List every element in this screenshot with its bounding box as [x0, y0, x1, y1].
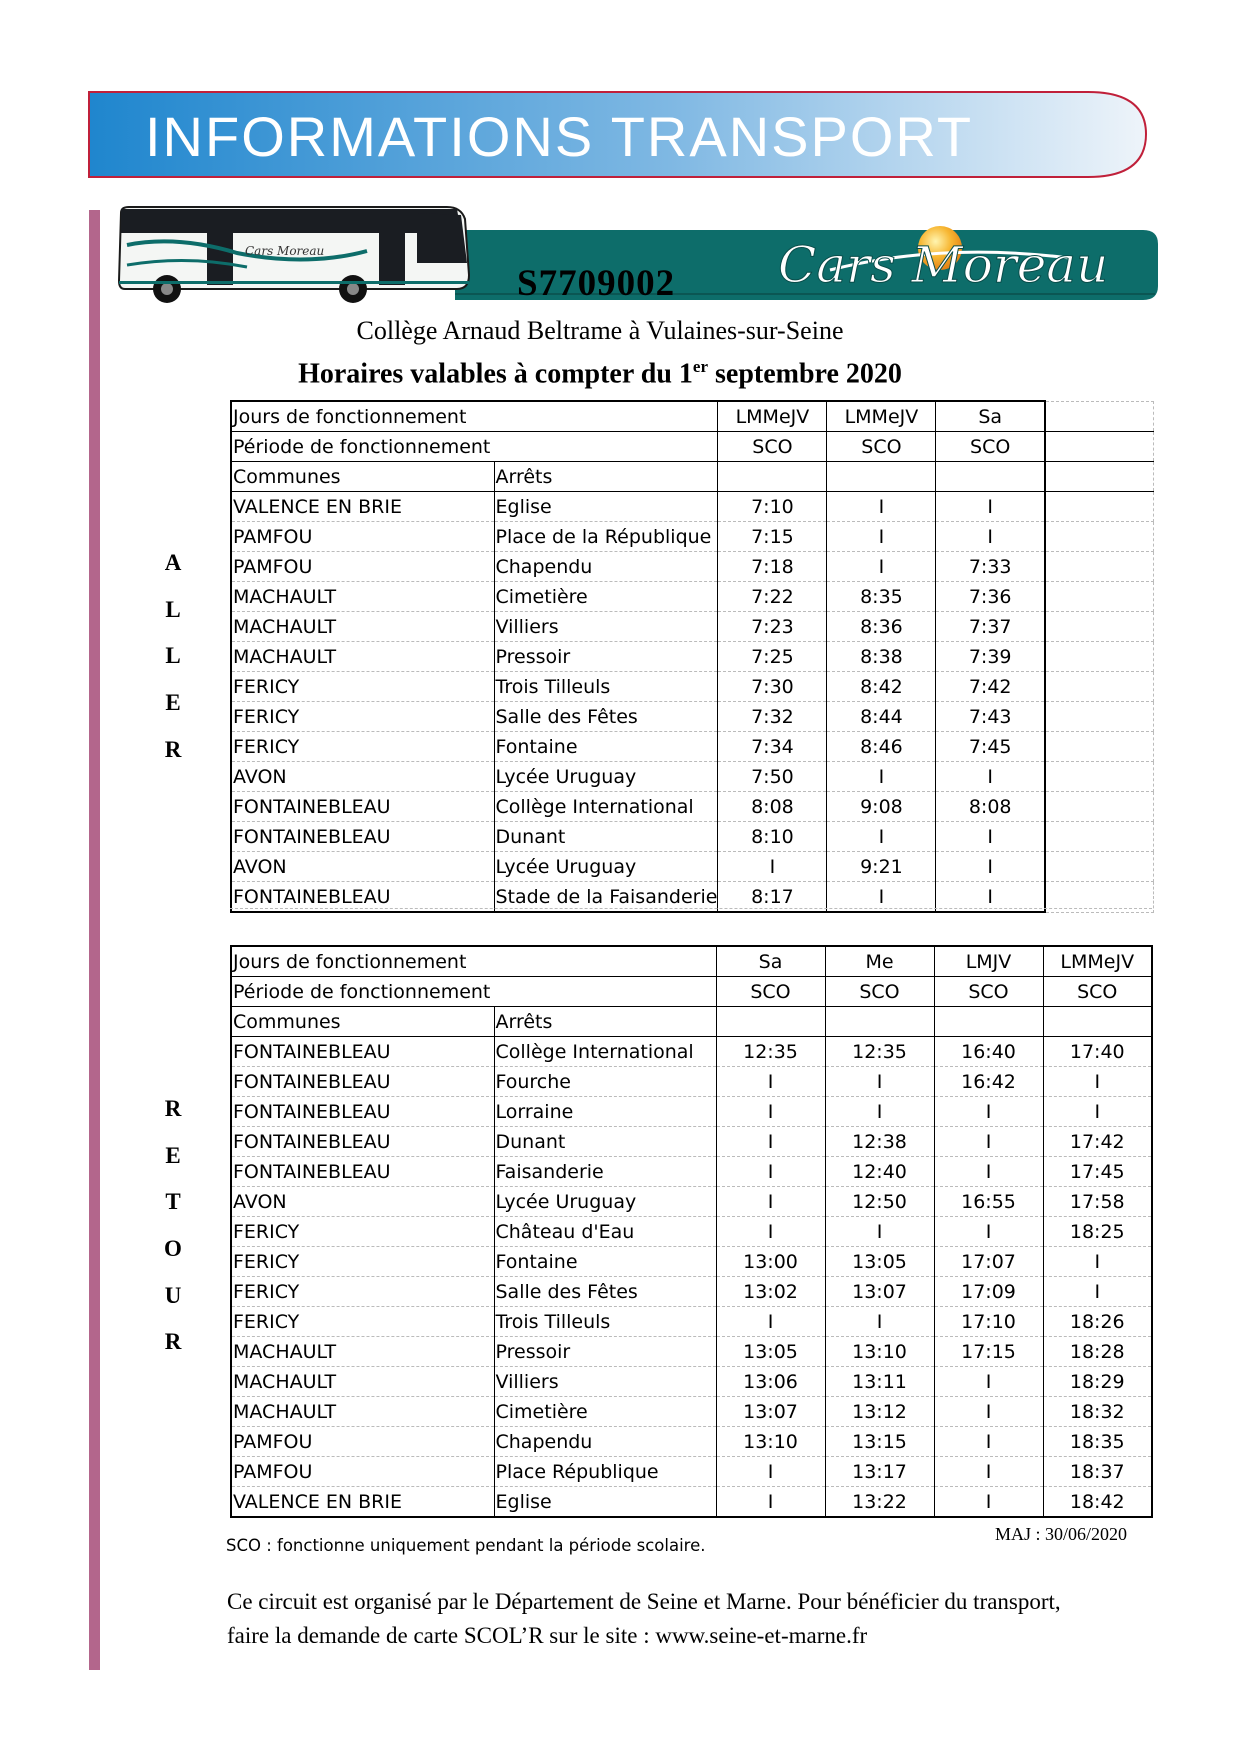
- table-row: [231, 1037, 1152, 1067]
- vertical-letter: R: [164, 736, 182, 762]
- time-cell: I: [716, 1187, 825, 1217]
- time-cell: I: [934, 1097, 1043, 1127]
- vertical-letter: A: [164, 550, 182, 575]
- commune-cell: FERICY: [231, 1307, 494, 1337]
- empty-cell: [1045, 462, 1154, 492]
- commune-cell: FERICY: [231, 702, 494, 732]
- time-cell: I: [936, 762, 1045, 792]
- periode-row: [231, 432, 1154, 462]
- vertical-letter: U: [164, 1282, 182, 1308]
- time-cell: 18:42: [1043, 1487, 1152, 1518]
- table-row: [231, 1187, 1152, 1217]
- time-cell: 7:45: [936, 732, 1045, 762]
- arret-cell: Collège International: [494, 1037, 716, 1067]
- retour-timetable: [230, 945, 1153, 1518]
- time-cell: 7:50: [718, 762, 827, 792]
- communes-header: Communes: [231, 462, 494, 492]
- table-row: [231, 582, 1154, 612]
- arret-cell: Dunant: [494, 822, 718, 852]
- time-cell: 17:58: [1043, 1187, 1152, 1217]
- time-cell: 12:50: [825, 1187, 934, 1217]
- time-cell: I: [934, 1487, 1043, 1518]
- time-cell: 12:40: [825, 1157, 934, 1187]
- commune-cell: FERICY: [231, 1247, 494, 1277]
- table-row: [231, 1397, 1152, 1427]
- time-cell: I: [716, 1127, 825, 1157]
- time-cell: 13:07: [825, 1277, 934, 1307]
- time-cell: 18:28: [1043, 1337, 1152, 1367]
- table-spacer: [230, 908, 1152, 945]
- arret-cell: Villiers: [494, 612, 718, 642]
- time-cell: 7:10: [718, 492, 827, 522]
- jours-row: [231, 946, 1152, 977]
- periode-value: SCO: [718, 432, 827, 462]
- table-row: [231, 1127, 1152, 1157]
- arret-cell: Stade de la Faisanderie: [494, 882, 718, 913]
- empty-cell: [1045, 702, 1154, 732]
- empty-cell: [1045, 762, 1154, 792]
- periode-value: SCO: [716, 977, 825, 1007]
- vertical-letter: L: [165, 596, 181, 622]
- table-row: [231, 672, 1154, 702]
- vertical-letter: L: [165, 643, 181, 669]
- aller-vertical-label: [158, 540, 188, 773]
- time-cell: 7:23: [718, 612, 827, 642]
- empty-cell: [1045, 522, 1154, 552]
- time-cell: I: [827, 822, 936, 852]
- empty-cell: [936, 462, 1045, 492]
- arret-cell: Eglise: [494, 492, 718, 522]
- time-cell: 18:35: [1043, 1427, 1152, 1457]
- table-row: [231, 492, 1154, 522]
- page-title: INFORMATIONS TRANSPORT: [145, 105, 974, 168]
- time-cell: 8:36: [827, 612, 936, 642]
- commune-cell: FONTAINEBLEAU: [231, 1127, 494, 1157]
- vertical-letter: E: [165, 1142, 181, 1168]
- empty-cell: [718, 462, 827, 492]
- bus-icon: [117, 205, 472, 307]
- aller-timetable: [230, 400, 1154, 913]
- commune-cell: FERICY: [231, 1217, 494, 1247]
- time-cell: I: [934, 1457, 1043, 1487]
- arret-cell: Villiers: [494, 1367, 716, 1397]
- table-row: [231, 612, 1154, 642]
- commune-cell: FONTAINEBLEAU: [231, 1157, 494, 1187]
- commune-cell: AVON: [231, 1187, 494, 1217]
- periode-row: [231, 977, 1152, 1007]
- arret-cell: Fontaine: [494, 1247, 716, 1277]
- commune-cell: VALENCE EN BRIE: [231, 1487, 494, 1518]
- arret-cell: Lycée Uruguay: [494, 852, 718, 882]
- time-cell: I: [936, 822, 1045, 852]
- jours-label: Jours de fonctionnement: [231, 401, 718, 432]
- vertical-letter: R: [164, 1096, 182, 1121]
- vertical-letter: O: [164, 1236, 182, 1262]
- empty-cell: [1045, 852, 1154, 882]
- arret-cell: Chapendu: [494, 552, 718, 582]
- jours-value: LMMeJV: [718, 401, 827, 432]
- table-row: [231, 1247, 1152, 1277]
- time-cell: 13:06: [716, 1367, 825, 1397]
- table-row: [231, 822, 1154, 852]
- time-cell: 13:05: [825, 1247, 934, 1277]
- arrets-header: Arrêts: [494, 1007, 716, 1037]
- time-cell: I: [716, 1097, 825, 1127]
- arret-cell: Place République: [494, 1457, 716, 1487]
- table-row: [231, 1427, 1152, 1457]
- table-row: [231, 552, 1154, 582]
- table-row: [231, 1457, 1152, 1487]
- periode-label: Période de fonctionnement: [231, 432, 718, 462]
- arret-cell: Cimetière: [494, 1397, 716, 1427]
- time-cell: 9:08: [827, 792, 936, 822]
- time-cell: 18:25: [1043, 1217, 1152, 1247]
- commune-cell: FERICY: [231, 1277, 494, 1307]
- time-cell: 16:42: [934, 1067, 1043, 1097]
- time-cell: I: [825, 1307, 934, 1337]
- commune-cell: MACHAULT: [231, 612, 494, 642]
- empty-cell: [716, 1007, 825, 1037]
- periode-value: SCO: [827, 432, 936, 462]
- table-row: [231, 1307, 1152, 1337]
- empty-cell: [1045, 492, 1154, 522]
- svg-text:Cars Moreau: Cars Moreau: [778, 236, 1109, 294]
- time-cell: I: [716, 1067, 825, 1097]
- vertical-letter: E: [165, 690, 181, 716]
- jours-value: Me: [825, 946, 934, 977]
- time-cell: 8:46: [827, 732, 936, 762]
- time-cell: 7:15: [718, 522, 827, 552]
- table-row: [231, 762, 1154, 792]
- empty-cell: [1045, 552, 1154, 582]
- arret-cell: Faisanderie: [494, 1157, 716, 1187]
- arret-cell: Salle des Fêtes: [494, 1277, 716, 1307]
- arret-cell: Pressoir: [494, 1337, 716, 1367]
- time-cell: 8:35: [827, 582, 936, 612]
- time-cell: 12:35: [825, 1037, 934, 1067]
- jours-value: LMJV: [934, 946, 1043, 977]
- side-accent-bar: [89, 210, 100, 1670]
- jours-value: Sa: [936, 401, 1045, 432]
- commune-cell: FONTAINEBLEAU: [231, 882, 494, 913]
- sco-note: SCO : fonctionne uniquement pendant la période scolaire.: [226, 1536, 706, 1555]
- commune-cell: PAMFOU: [231, 1457, 494, 1487]
- commune-cell: PAMFOU: [231, 1427, 494, 1457]
- periode-value: SCO: [1043, 977, 1152, 1007]
- time-cell: 13:10: [716, 1427, 825, 1457]
- time-cell: I: [936, 492, 1045, 522]
- time-cell: I: [934, 1397, 1043, 1427]
- table-row: [231, 1157, 1152, 1187]
- empty-cell: [1045, 792, 1154, 822]
- commune-cell: MACHAULT: [231, 1397, 494, 1427]
- time-cell: 7:18: [718, 552, 827, 582]
- time-cell: I: [1043, 1067, 1152, 1097]
- arret-cell: Fourche: [494, 1067, 716, 1097]
- time-cell: I: [934, 1367, 1043, 1397]
- table-row: [231, 1217, 1152, 1247]
- footer-line-2: faire la demande de carte SCOL’R sur le site : www.seine-et-marne.fr: [227, 1623, 868, 1648]
- time-cell: I: [934, 1127, 1043, 1157]
- arret-cell: Château d'Eau: [494, 1217, 716, 1247]
- time-cell: 13:12: [825, 1397, 934, 1427]
- table-row: [231, 522, 1154, 552]
- time-cell: 7:25: [718, 642, 827, 672]
- time-cell: I: [827, 552, 936, 582]
- validity-sup: er: [692, 357, 709, 376]
- time-cell: I: [934, 1157, 1043, 1187]
- time-cell: 8:17: [718, 882, 827, 913]
- empty-cell: [1045, 612, 1154, 642]
- arret-cell: Dunant: [494, 1127, 716, 1157]
- table-row: [231, 732, 1154, 762]
- time-cell: 17:09: [934, 1277, 1043, 1307]
- time-cell: 7:37: [936, 612, 1045, 642]
- periode-label: Période de fonctionnement: [231, 977, 716, 1007]
- arret-cell: Place de la République: [494, 522, 718, 552]
- time-cell: 17:10: [934, 1307, 1043, 1337]
- retour-vertical-label: [158, 1086, 188, 1366]
- arret-cell: Pressoir: [494, 642, 718, 672]
- footer-text: [227, 1585, 1157, 1653]
- table-row: [231, 1337, 1152, 1367]
- time-cell: I: [827, 522, 936, 552]
- time-cell: 8:42: [827, 672, 936, 702]
- arret-cell: Chapendu: [494, 1427, 716, 1457]
- time-cell: 17:40: [1043, 1037, 1152, 1067]
- commune-cell: AVON: [231, 852, 494, 882]
- time-cell: 12:35: [716, 1037, 825, 1067]
- table-row: [231, 1367, 1152, 1397]
- column-header-row: [231, 1007, 1152, 1037]
- time-cell: I: [936, 852, 1045, 882]
- commune-cell: VALENCE EN BRIE: [231, 492, 494, 522]
- time-cell: I: [716, 1217, 825, 1247]
- time-cell: I: [1043, 1247, 1152, 1277]
- periode-value: SCO: [936, 432, 1045, 462]
- time-cell: 13:07: [716, 1397, 825, 1427]
- time-cell: 8:10: [718, 822, 827, 852]
- time-cell: I: [716, 1487, 825, 1518]
- arret-cell: Salle des Fêtes: [494, 702, 718, 732]
- jours-value: Sa: [716, 946, 825, 977]
- time-cell: 18:32: [1043, 1397, 1152, 1427]
- empty-cell: [1045, 432, 1154, 462]
- cars-moreau-logo: [770, 222, 1155, 307]
- time-cell: 7:33: [936, 552, 1045, 582]
- commune-cell: AVON: [231, 762, 494, 792]
- time-cell: I: [827, 492, 936, 522]
- time-cell: 17:42: [1043, 1127, 1152, 1157]
- table-row: [231, 702, 1154, 732]
- time-cell: 8:08: [718, 792, 827, 822]
- time-cell: 17:15: [934, 1337, 1043, 1367]
- time-cell: 7:42: [936, 672, 1045, 702]
- time-cell: 12:38: [825, 1127, 934, 1157]
- empty-cell: [1045, 822, 1154, 852]
- time-cell: 17:45: [1043, 1157, 1152, 1187]
- time-cell: 13:17: [825, 1457, 934, 1487]
- arret-cell: Collège International: [494, 792, 718, 822]
- time-cell: 13:02: [716, 1277, 825, 1307]
- time-cell: I: [827, 762, 936, 792]
- arrets-header: Arrêts: [494, 462, 718, 492]
- validity-title: [0, 357, 1200, 390]
- arret-cell: Lorraine: [494, 1097, 716, 1127]
- table-row: [231, 642, 1154, 672]
- time-cell: 13:00: [716, 1247, 825, 1277]
- time-cell: I: [716, 1157, 825, 1187]
- time-cell: 7:22: [718, 582, 827, 612]
- time-cell: I: [718, 852, 827, 882]
- commune-cell: FERICY: [231, 732, 494, 762]
- empty-cell: [825, 1007, 934, 1037]
- jours-label: Jours de fonctionnement: [231, 946, 716, 977]
- commune-cell: MACHAULT: [231, 642, 494, 672]
- time-cell: 8:08: [936, 792, 1045, 822]
- table-row: [231, 1097, 1152, 1127]
- time-cell: I: [825, 1067, 934, 1097]
- time-cell: 13:11: [825, 1367, 934, 1397]
- commune-cell: MACHAULT: [231, 1337, 494, 1367]
- time-cell: I: [936, 522, 1045, 552]
- table-row: [231, 792, 1154, 822]
- table-row: [231, 1277, 1152, 1307]
- time-cell: 9:21: [827, 852, 936, 882]
- college-name: Collège Arnaud Beltrame à Vulaines-sur-Seine: [356, 316, 844, 345]
- commune-cell: PAMFOU: [231, 552, 494, 582]
- time-cell: 8:38: [827, 642, 936, 672]
- commune-cell: FONTAINEBLEAU: [231, 822, 494, 852]
- time-cell: I: [716, 1457, 825, 1487]
- commune-cell: MACHAULT: [231, 582, 494, 612]
- time-cell: 17:07: [934, 1247, 1043, 1277]
- commune-cell: FONTAINEBLEAU: [231, 1037, 494, 1067]
- validity-suffix: septembre 2020: [708, 358, 902, 390]
- time-cell: 16:55: [934, 1187, 1043, 1217]
- time-cell: 7:32: [718, 702, 827, 732]
- empty-cell: [1045, 582, 1154, 612]
- time-cell: 13:15: [825, 1427, 934, 1457]
- time-cell: 7:30: [718, 672, 827, 702]
- commune-cell: FONTAINEBLEAU: [231, 1097, 494, 1127]
- arret-cell: Trois Tilleuls: [494, 1307, 716, 1337]
- vertical-letter: R: [164, 1329, 182, 1355]
- time-cell: 7:43: [936, 702, 1045, 732]
- commune-cell: PAMFOU: [231, 522, 494, 552]
- vertical-letter: T: [165, 1189, 181, 1215]
- jours-value: LMMeJV: [827, 401, 936, 432]
- periode-value: SCO: [825, 977, 934, 1007]
- route-code: S7709002: [517, 263, 676, 304]
- arret-cell: Lycée Uruguay: [494, 762, 718, 792]
- commune-cell: MACHAULT: [231, 1367, 494, 1397]
- time-cell: I: [934, 1217, 1043, 1247]
- time-cell: 8:44: [827, 702, 936, 732]
- commune-cell: FONTAINEBLEAU: [231, 792, 494, 822]
- time-cell: 13:10: [825, 1337, 934, 1367]
- time-cell: 18:37: [1043, 1457, 1152, 1487]
- table-row: [231, 1067, 1152, 1097]
- jours-row: [231, 401, 1154, 432]
- column-header-row: [231, 462, 1154, 492]
- empty-cell: [827, 462, 936, 492]
- time-cell: I: [1043, 1277, 1152, 1307]
- time-cell: 16:40: [934, 1037, 1043, 1067]
- empty-cell: [1043, 1007, 1152, 1037]
- empty-cell: [1045, 732, 1154, 762]
- time-cell: 13:22: [825, 1487, 934, 1518]
- jours-value: LMMeJV: [1043, 946, 1152, 977]
- arret-cell: Lycée Uruguay: [494, 1187, 716, 1217]
- time-cell: I: [1043, 1097, 1152, 1127]
- time-cell: I: [825, 1217, 934, 1247]
- arret-cell: Eglise: [494, 1487, 716, 1518]
- periode-value: SCO: [934, 977, 1043, 1007]
- empty-cell: [1045, 401, 1154, 432]
- footer-line-1: Ce circuit est organisé par le Département de Seine et Marne. Pour bénéficier du transport,: [227, 1589, 1061, 1614]
- time-cell: I: [716, 1307, 825, 1337]
- update-date: MAJ : 30/06/2020: [995, 1524, 1128, 1544]
- time-cell: I: [827, 882, 936, 913]
- commune-cell: FONTAINEBLEAU: [231, 1067, 494, 1097]
- time-cell: I: [825, 1097, 934, 1127]
- svg-text:Cars Moreau: Cars Moreau: [245, 244, 325, 258]
- empty-cell: [934, 1007, 1043, 1037]
- time-cell: 18:29: [1043, 1367, 1152, 1397]
- empty-cell: [1045, 672, 1154, 702]
- commune-cell: FERICY: [231, 672, 494, 702]
- time-cell: 18:26: [1043, 1307, 1152, 1337]
- time-cell: 13:05: [716, 1337, 825, 1367]
- time-cell: I: [936, 882, 1045, 913]
- time-cell: 7:39: [936, 642, 1045, 672]
- arret-cell: Cimetière: [494, 582, 718, 612]
- time-cell: I: [934, 1427, 1043, 1457]
- communes-header: Communes: [231, 1007, 494, 1037]
- arret-cell: Trois Tilleuls: [494, 672, 718, 702]
- table-row: [231, 852, 1154, 882]
- time-cell: 7:36: [936, 582, 1045, 612]
- table-row: [231, 1487, 1152, 1518]
- validity-prefix: Horaires valables à compter du 1: [298, 358, 693, 390]
- empty-cell: [1045, 642, 1154, 672]
- time-cell: 7:34: [718, 732, 827, 762]
- arret-cell: Fontaine: [494, 732, 718, 762]
